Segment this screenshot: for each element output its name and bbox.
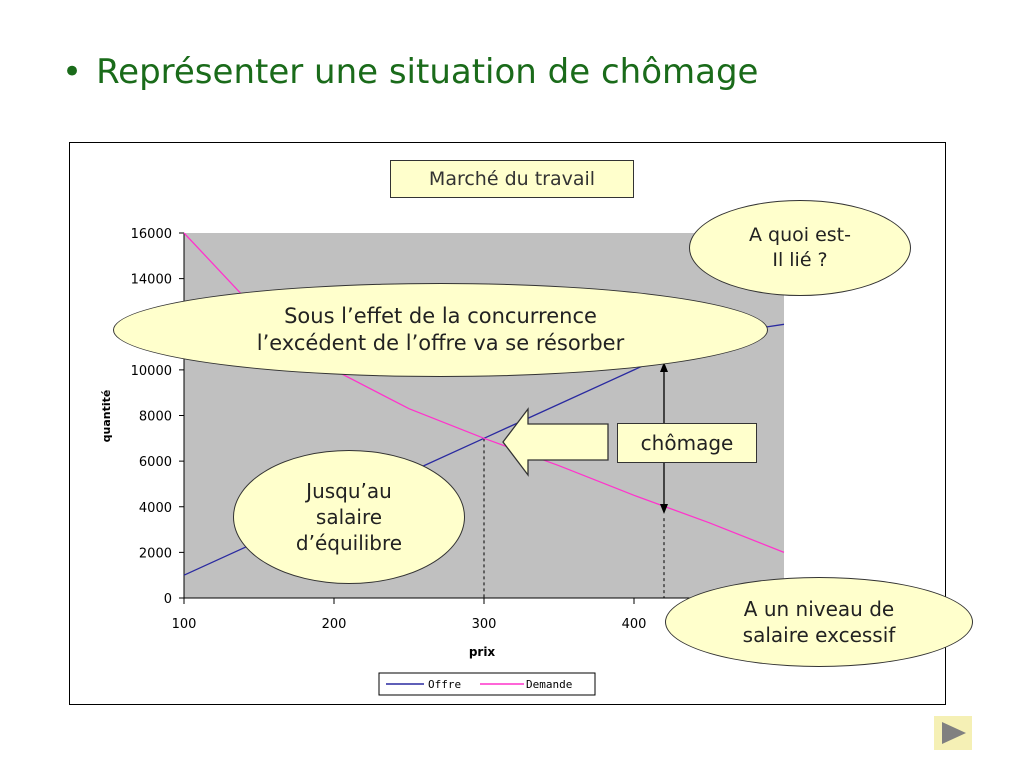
equilibre-line-3: d’équilibre: [295, 531, 403, 555]
y-tick-label: 10000: [130, 363, 172, 379]
x-tick-label: 100: [171, 617, 197, 632]
question-line-2: Il lié ?: [772, 249, 828, 271]
legend-offre: Offre: [428, 678, 462, 691]
bullet: •: [62, 52, 83, 92]
x-tick-label: 200: [321, 617, 347, 632]
excessif-callout: [665, 577, 973, 667]
question-line-1: A quoi est-: [749, 224, 851, 247]
y-tick-label: 16000: [130, 227, 172, 242]
legend-demande: Demande: [526, 678, 573, 691]
x-tick-label: 400: [621, 617, 647, 632]
concurrence-callout: [113, 283, 768, 377]
y-tick-label: 4000: [138, 500, 172, 516]
next-slide-button[interactable]: [934, 716, 972, 750]
slide-title-text: Représenter une situation de chômage: [96, 52, 759, 92]
excessif-line-1: A un niveau de: [743, 597, 895, 621]
chart-title: Marché du travail: [390, 160, 634, 198]
excessif-line-2: salaire excessif: [742, 623, 896, 647]
y-tick-label: 0: [163, 592, 172, 607]
x-axis-label: prix: [468, 645, 496, 659]
concurrence-line-2: l’excédent de l’offre va se résorber: [256, 331, 625, 355]
y-axis-label: quantité: [100, 389, 113, 443]
equilibre-line-2: salaire: [315, 505, 383, 529]
y-tick-label: 6000: [138, 455, 172, 471]
equilibre-callout: [233, 450, 465, 584]
legend: [379, 673, 595, 695]
equilibre-line-1: Jusqu’au: [306, 479, 392, 503]
y-tick-label: 14000: [130, 272, 172, 288]
concurrence-line-1: Sous l’effet de la concurrence: [284, 303, 597, 328]
chomage-label: chômage: [617, 423, 757, 463]
x-tick-label: 300: [471, 617, 497, 632]
y-tick-label: 2000: [138, 546, 172, 562]
y-tick-label: 8000: [138, 409, 172, 425]
question-callout: [689, 200, 911, 296]
